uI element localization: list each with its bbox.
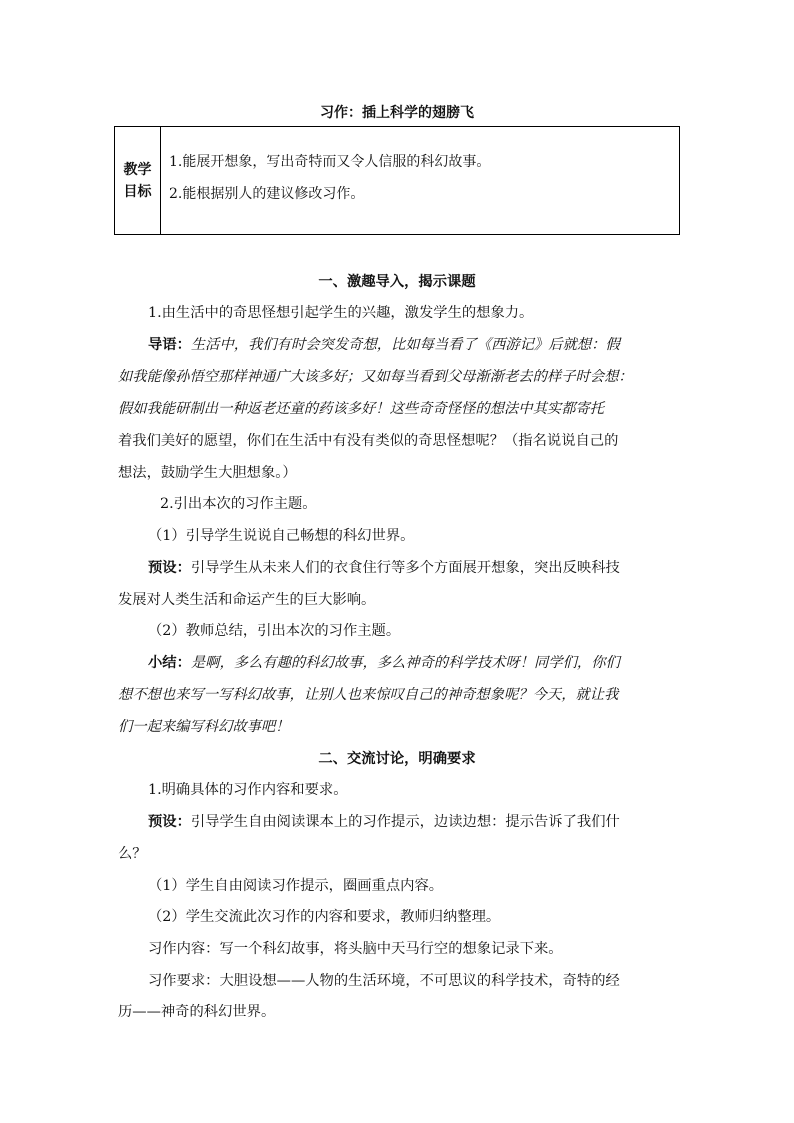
preset-paragraph-line	[148, 557, 620, 577]
guide-paragraph-line: 如我能像孙悟空那样神通广大该多好；又如每当看到父母渐渐老去的样子时会想：	[118, 369, 633, 385]
summary-label: 小结：	[148, 655, 191, 671]
section1-item1: 1.由生活中的奇思怪想引起学生的兴趣，激发学生的想象力。	[148, 305, 534, 321]
section1-sub1: （1）引导学生说说自己畅想的科幻世界。	[148, 528, 415, 544]
preset2-paragraph-line: 么？	[118, 846, 147, 862]
section1-heading: 一、激趣导入，揭示课题	[318, 274, 476, 290]
writing-requirement-line: 习作要求：大胆设想——人物的生活环境，不可思议的科学技术，奇特的经	[148, 973, 620, 989]
guide-label: 导语：	[148, 337, 191, 353]
writing-requirement-line: 历——神奇的科幻世界。	[118, 1004, 276, 1020]
section2-sub2: （2）学生交流此次习作的内容和要求，教师归纳整理。	[148, 909, 501, 925]
preset2-text: 引导学生自由阅读课本上的习作提示，边读边想：提示告诉了我们什	[190, 814, 620, 830]
preset-paragraph-line: 发展对人类生活和命运产生的巨大影响。	[118, 592, 376, 608]
teaching-goals-table	[114, 126, 680, 235]
preset2-label: 预设：	[148, 814, 191, 830]
guide-paragraph-line: 着我们美好的愿望，你们在生活中有没有类似的奇思怪想呢？（指名说说自己的	[118, 433, 619, 449]
preset-label: 预设：	[148, 560, 191, 576]
preset-text: 引导学生从未来人们的衣食住行等多个方面展开想象，突出反映科技	[190, 560, 620, 576]
teaching-goals-label	[115, 127, 161, 235]
summary-text: 是啊，多么有趣的科幻故事，多么神奇的科学技术呀！同学们，你们	[190, 655, 620, 671]
guide-paragraph-line: 想法，鼓励学生大胆想象。）	[118, 465, 297, 481]
section1-item2: 2.引出本次的习作主题。	[160, 496, 317, 512]
section1-sub2: （2）教师总结，引出本次的习作主题。	[148, 623, 401, 639]
summary-paragraph-line: 想不想也来写一写科幻故事，让别人也来惊叹自己的神奇想象呢？今天，就让我	[118, 687, 619, 703]
goal-label-line1: 教学	[123, 161, 152, 178]
teaching-goals-content	[161, 127, 680, 235]
guide-paragraph-line: 假如我能研制出一种返老还童的药该多好！这些奇奇怪怪的想法中其实都寄托	[118, 401, 605, 417]
preset2-paragraph-line	[148, 811, 620, 831]
section2-item1: 1.明确具体的习作内容和要求。	[148, 782, 348, 798]
section2-sub1: （1）学生自由阅读习作提示，圈画重点内容。	[148, 878, 444, 894]
goal-item: 2.能根据别人的建议修改习作。	[169, 185, 365, 202]
writing-content: 习作内容：写一个科幻故事，将头脑中天马行空的想象记录下来。	[148, 941, 563, 957]
page-title: 习作：插上科学的翅膀飞	[320, 105, 474, 121]
guide-paragraph-line	[148, 334, 620, 354]
goal-label-line2: 目标	[123, 183, 152, 200]
summary-paragraph-line	[148, 652, 620, 672]
summary-paragraph-line: 们一起来编写科幻故事吧！	[118, 719, 290, 735]
guide-text: 生活中，我们有时会突发奇想，比如每当看了《西游记》后就想：假	[190, 337, 620, 353]
section2-heading: 二、交流讨论，明确要求	[318, 751, 476, 767]
goal-item: 1.能展开想象，写出奇特而又令人信服的科幻故事。	[169, 153, 491, 170]
